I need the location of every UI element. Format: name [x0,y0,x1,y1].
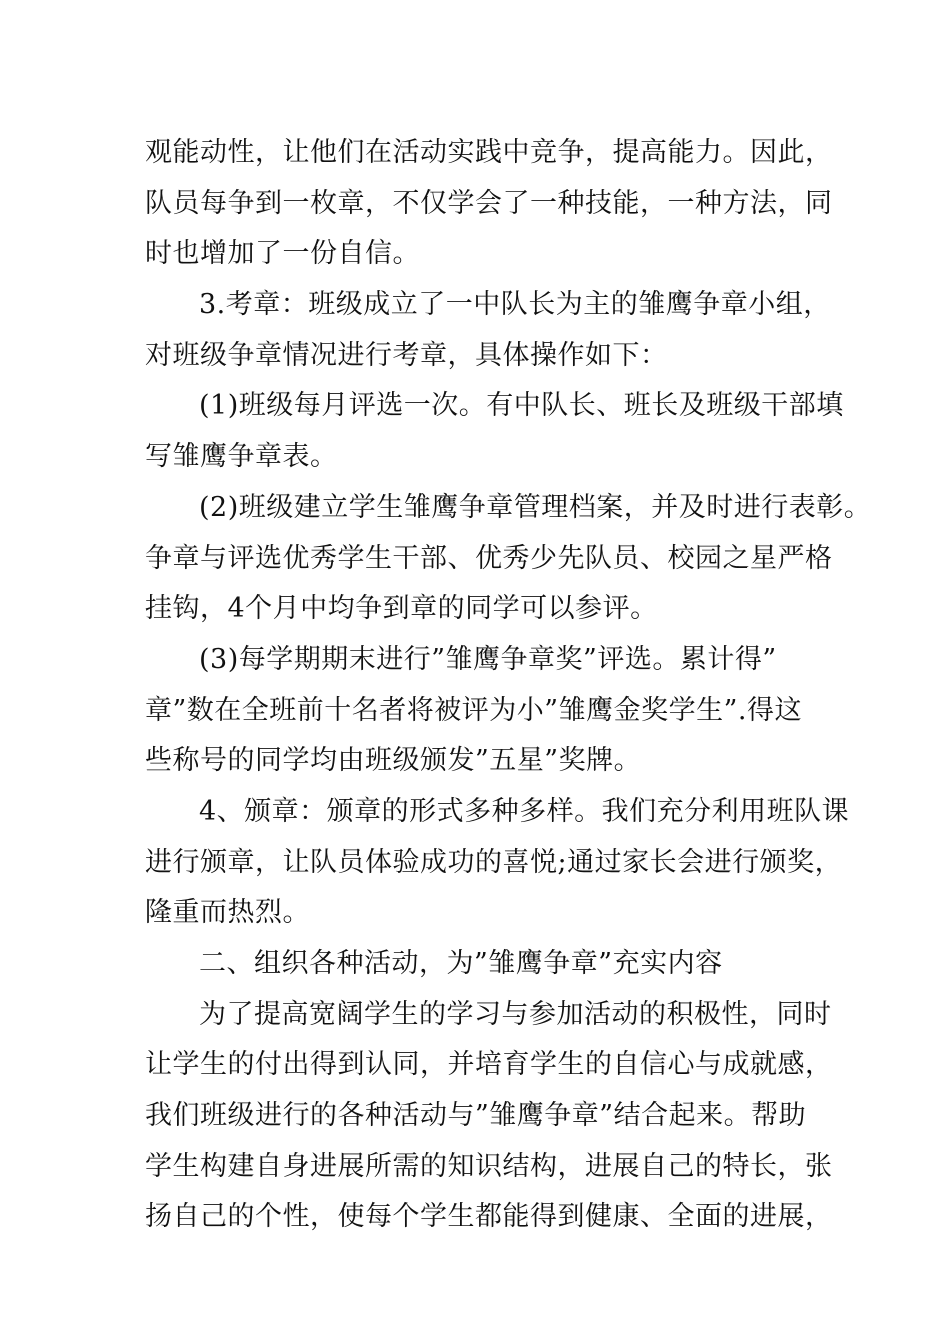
text-line: 4、颁章：颁章的形式多种多样。我们充分利用班队课 [199,795,850,827]
text-line: 学生构建自身进展所需的知识结构，进展自己的特长，张 [145,1150,833,1182]
text-line: 写雏鹰争章表。 [145,441,338,473]
body-text [145,128,872,1243]
text-line: (2)班级建立学生雏鹰争章管理档案，并及时进行表彰。 [199,491,872,523]
text-line: 挂钩，4个月中均争到章的同学可以参评。 [145,593,658,625]
text-line: (1)班级每月评选一次。有中队长、班长及班级干部填 [199,390,844,422]
text-line: 争章与评选优秀学生干部、优秀少先队员、校园之星严格 [145,542,833,574]
section-heading: 二、组织各种活动，为”雏鹰争章”充实内容 [199,948,723,979]
text-line: 让学生的付出得到认同，并培育学生的自信心与成就感， [145,1049,833,1081]
text-line: 扬自己的个性，使每个学生都能得到健康、全面的进展， [145,1201,833,1233]
text-line: (3)每学期期末进行”雏鹰争章奖”评选。累计得” [199,643,777,675]
text-line: 我们班级进行的各种活动与”雏鹰争章”结合起来。帮助 [145,1100,807,1132]
text-line: 时也增加了一份自信。 [145,238,420,270]
text-line: 对班级争章情况进行考章，具体操作如下： [145,339,668,371]
text-line: 些称号的同学均由班级颁发”五星”奖牌。 [145,745,642,777]
text-line: 进行颁章，让队员体验成功的喜悦;通过家长会进行颁奖， [145,846,843,878]
text-line: 为了提高宽阔学生的学习与参加活动的积极性，同时 [199,998,832,1030]
text-line: 队员每争到一枚章，不仅学会了一种技能，一种方法，同 [145,187,833,219]
text-line: 章”数在全班前十名者将被评为小”雏鹰金奖学生”.得这 [145,694,802,726]
text-line: 隆重而热烈。 [145,897,310,929]
text-line: 3.考章：班级成立了一中队长为主的雏鹰争章小组， [199,289,831,321]
text-line: 观能动性，让他们在活动实践中竞争，提高能力。因此， [145,137,833,168]
